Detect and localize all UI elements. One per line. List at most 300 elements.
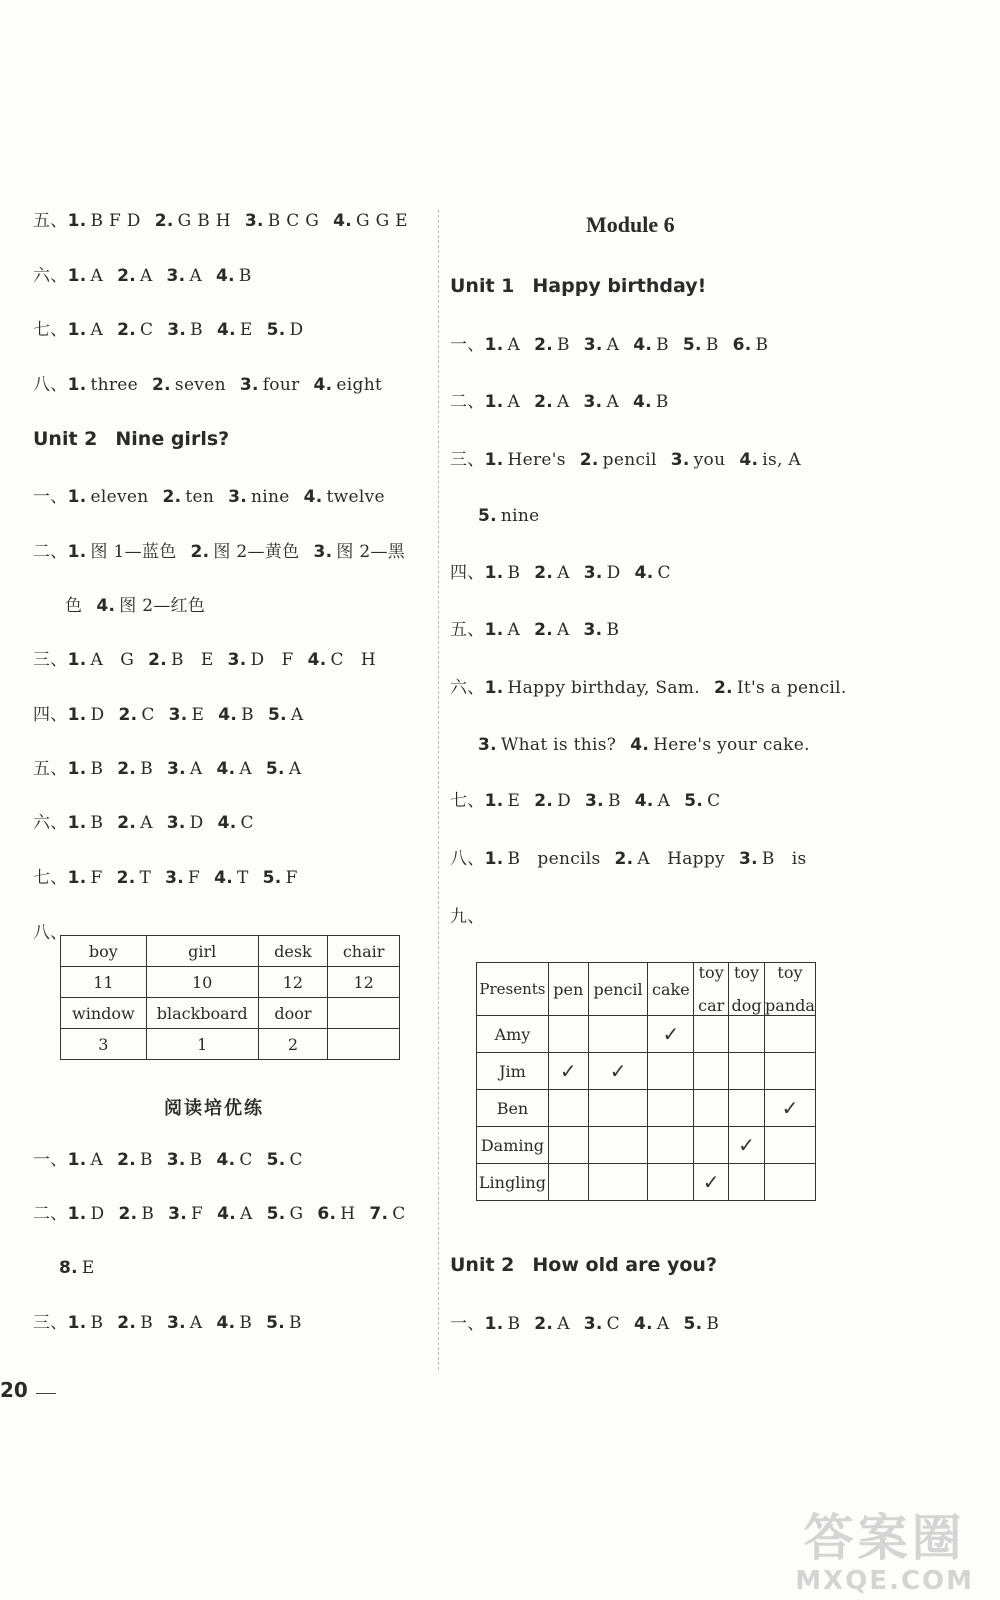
check-mark-icon: ✓	[609, 1059, 627, 1083]
table-cell: chair	[328, 936, 400, 967]
answer-text: B	[507, 1314, 521, 1334]
item-number: 3.	[738, 849, 758, 869]
item-number: 4.	[333, 211, 353, 231]
child-name: Daming	[477, 1127, 549, 1164]
item-number: 1.	[484, 849, 504, 869]
item-number: 4.	[96, 596, 116, 616]
answer-line	[61, 594, 205, 618]
item-number: 4.	[634, 563, 654, 583]
answer-text: C	[657, 563, 671, 583]
answer-line	[450, 789, 720, 813]
check-cell	[764, 1053, 815, 1090]
answer-line	[33, 866, 298, 890]
answer-text: four	[262, 375, 300, 395]
section-number: 一、	[33, 487, 68, 507]
answer-text: 图 2—红色	[119, 596, 206, 616]
item-number: 2.	[614, 849, 634, 869]
answer-text: D	[557, 791, 572, 811]
unit-label: Unit 2	[33, 428, 98, 450]
answer-text: A	[606, 392, 620, 412]
check-cell	[694, 1090, 729, 1127]
check-cell	[764, 1127, 815, 1164]
item-number: 2.	[713, 678, 733, 698]
check-mark-icon: ✓	[702, 1170, 720, 1194]
answer-text: A	[288, 759, 302, 779]
answer-text: A	[507, 335, 521, 355]
column-header: cake	[648, 963, 694, 1016]
item-number: 4.	[217, 1204, 237, 1224]
unit-title: Happy birthday!	[532, 275, 707, 297]
answer-text: B	[189, 1150, 203, 1170]
check-cell	[648, 1016, 694, 1053]
answer-text: A	[557, 563, 570, 583]
answer-text: C	[707, 791, 721, 811]
table-cell: 1	[146, 1029, 258, 1060]
check-mark-icon: ✓	[781, 1096, 799, 1120]
answer-text: nine	[251, 487, 290, 507]
section-number: 二、	[450, 392, 485, 412]
item-number: 6.	[732, 335, 752, 355]
item-number: 4.	[214, 868, 234, 888]
item-number: 2.	[162, 487, 182, 507]
column-header-bottom: car	[694, 987, 729, 1016]
answer-line	[450, 561, 671, 585]
item-number: 7.	[369, 1204, 389, 1224]
item-number: 5.	[267, 705, 287, 725]
check-cell	[764, 1164, 815, 1201]
table-cell: 3	[61, 1029, 147, 1060]
item-number: 1.	[484, 335, 504, 355]
answer-line	[450, 390, 669, 414]
answer-text: B	[238, 266, 252, 286]
answer-text: E	[81, 1258, 95, 1278]
answer-line	[450, 847, 807, 871]
check-mark-icon: ✓	[738, 1133, 755, 1157]
answer-text: F	[285, 868, 298, 888]
check-cell	[694, 1164, 729, 1201]
answer-text: T	[237, 868, 249, 888]
item-number: 1.	[67, 813, 87, 833]
answer-line	[59, 1256, 95, 1280]
section-number: 八、	[33, 375, 68, 395]
item-number: 4.	[216, 266, 235, 286]
answer-line	[478, 733, 810, 757]
check-cell	[694, 1127, 729, 1164]
answer-line	[450, 676, 847, 700]
answer-text: B	[140, 759, 153, 779]
answer-text: B	[139, 1150, 153, 1170]
answer-line	[33, 318, 303, 342]
item-number: 3.	[585, 791, 604, 811]
section-number: 七、	[33, 320, 68, 340]
item-number: 3.	[166, 266, 186, 286]
answer-text: Here's	[507, 450, 566, 470]
answer-text: three	[90, 375, 139, 395]
watermark-logo	[795, 1498, 974, 1596]
reading-practice-title: 阅读培优练	[164, 1098, 264, 1119]
item-number: 4.	[216, 1150, 236, 1170]
answer-text: A	[189, 759, 203, 779]
item-number: 3.	[166, 1150, 186, 1170]
table-cell: window	[61, 998, 147, 1029]
answer-text: C	[240, 813, 254, 833]
item-number: 1.	[484, 563, 504, 583]
item-number: 4.	[633, 335, 653, 355]
item-number: 2.	[534, 563, 554, 583]
unit2-heading-right	[450, 1254, 717, 1276]
check-cell	[548, 1090, 588, 1127]
item-number: 2.	[534, 1314, 554, 1334]
item-number: 1.	[67, 868, 87, 888]
check-cell	[729, 1090, 765, 1127]
item-number: 1.	[67, 1313, 87, 1333]
section-number: 四、	[33, 705, 68, 725]
check-mark-icon: ✓	[662, 1022, 680, 1046]
answer-text: B	[90, 1313, 104, 1333]
item-number: 6.	[317, 1204, 337, 1224]
check-cell	[548, 1164, 588, 1201]
answer-text: B	[141, 1204, 155, 1224]
unit-label: Unit 2	[450, 1254, 515, 1276]
item-number: 4.	[303, 487, 323, 507]
item-number: 2.	[117, 813, 137, 833]
presents-table	[476, 962, 816, 1201]
check-cell	[764, 1016, 815, 1053]
item-number: 2.	[534, 620, 553, 640]
section-number: 七、	[33, 868, 68, 888]
answer-text: C	[392, 1204, 406, 1224]
item-number: 5.	[478, 506, 497, 526]
item-number: 2.	[117, 759, 137, 779]
table-row	[61, 967, 400, 998]
answer-text: B pencils	[507, 849, 601, 869]
table-cell: 2	[258, 1029, 328, 1060]
column-header: pencil	[588, 963, 648, 1016]
item-number: 2.	[534, 335, 553, 355]
answer-text: B	[656, 335, 669, 355]
answer-text: 图 2—黑	[336, 542, 406, 562]
item-number: 3.	[227, 650, 247, 670]
answer-text: B E	[170, 650, 214, 670]
answer-text: It's a pencil.	[736, 678, 847, 698]
child-name: Jim	[477, 1053, 549, 1090]
item-number: 2.	[117, 266, 136, 286]
table-cell: 12	[328, 967, 400, 998]
section-number: 八、	[450, 849, 485, 869]
item-number: 5.	[266, 1150, 286, 1170]
item-number: 4.	[216, 759, 236, 779]
check-cell	[729, 1164, 765, 1201]
item-number: 4.	[633, 1314, 653, 1334]
item-number: 5.	[266, 320, 286, 340]
item-number: 2.	[190, 542, 210, 562]
answer-text: B	[140, 1313, 153, 1333]
answer-text: B	[241, 705, 254, 725]
answer-text: Happy birthday, Sam.	[507, 678, 700, 698]
section-number: 一、	[33, 1150, 68, 1170]
item-number: 3.	[583, 563, 603, 583]
answer-text: B F D	[90, 211, 141, 231]
item-number: 1.	[67, 487, 87, 507]
column-header-top: toy	[694, 963, 729, 988]
answer-text: A	[139, 266, 153, 286]
check-cell	[694, 1053, 729, 1090]
item-number: 2.	[116, 868, 136, 888]
check-cell	[648, 1127, 694, 1164]
answer-text: seven	[174, 375, 226, 395]
answer-line	[450, 448, 801, 472]
item-number: 5.	[265, 759, 285, 779]
answer-text: A	[240, 1204, 253, 1224]
answer-line	[33, 1202, 406, 1226]
column-header-top: toy	[764, 963, 815, 988]
check-cell	[588, 1164, 648, 1201]
column-divider	[438, 210, 439, 1370]
watermark-url: MXQE.COM	[795, 1566, 974, 1596]
answer-text: T	[139, 868, 152, 888]
answer-text: H	[340, 1204, 356, 1224]
item-number: 1.	[67, 705, 87, 725]
item-number: 3.	[166, 813, 186, 833]
unit-label: Unit 1	[450, 275, 515, 297]
answer-text: C	[139, 320, 154, 340]
answer-line	[33, 373, 382, 397]
item-number: 4.	[216, 320, 236, 340]
item-number: 3.	[228, 487, 248, 507]
answer-line	[450, 1312, 719, 1336]
answer-text: A	[140, 813, 153, 833]
answer-text: ten	[185, 487, 215, 507]
answer-text: D	[90, 1204, 105, 1224]
item-number: 5.	[262, 868, 282, 888]
column-header-bottom: dog	[729, 987, 765, 1016]
answer-text: pencil	[602, 450, 657, 470]
answer-text: A G	[90, 650, 135, 670]
item-number: 3.	[168, 705, 188, 725]
item-number: 3.	[167, 320, 187, 340]
item-number: 2.	[534, 791, 554, 811]
presents-header: Presents	[477, 963, 549, 1016]
answer-text: B	[655, 392, 669, 412]
section-number: 一、	[450, 1314, 485, 1334]
column-header-top: toy	[729, 963, 765, 988]
table-header-row	[477, 963, 816, 988]
item-number: 1.	[484, 620, 504, 640]
item-number: 2.	[152, 375, 171, 395]
answer-text: G B H	[177, 211, 231, 231]
item-number: 2.	[148, 650, 167, 670]
item-number: 4.	[630, 735, 650, 755]
item-number: 1.	[67, 1150, 87, 1170]
answer-text: A	[556, 620, 570, 640]
answer-text: you	[693, 450, 726, 470]
check-cell	[648, 1053, 694, 1090]
answer-text: B	[706, 1314, 720, 1334]
answer-text: nine	[500, 506, 540, 526]
item-number: 4.	[307, 650, 327, 670]
child-name: Amy	[477, 1016, 549, 1053]
section-number: 五、	[33, 759, 68, 779]
item-number: 3.	[583, 620, 603, 640]
item-number: 1.	[484, 678, 504, 698]
item-number: 1.	[484, 450, 504, 470]
item-number: 3.	[583, 335, 603, 355]
answer-text: C	[239, 1150, 253, 1170]
unit-title: Nine girls?	[115, 428, 230, 450]
item-number: 1.	[67, 542, 87, 562]
item-number: 3.	[313, 542, 333, 562]
table-cell: 11	[61, 967, 147, 998]
answer-text: B	[556, 335, 570, 355]
answer-line	[450, 333, 768, 357]
item-number: 2.	[117, 1313, 137, 1333]
item-number: 2.	[534, 392, 553, 412]
answer-text: B	[606, 620, 620, 640]
module-title: Module 6	[586, 212, 675, 237]
item-number: 5.	[266, 1313, 286, 1333]
answer-text: F	[90, 868, 103, 888]
item-number: 1.	[67, 650, 87, 670]
table-row	[61, 998, 400, 1029]
answer-text: A	[90, 1150, 104, 1170]
item-number: 2.	[579, 450, 599, 470]
table-row	[477, 1053, 816, 1090]
check-cell	[588, 1090, 648, 1127]
item-number: 1.	[67, 1204, 87, 1224]
answer-text: A	[606, 335, 620, 355]
child-name: Lingling	[477, 1164, 549, 1201]
answer-text: B	[90, 813, 104, 833]
item-number: 1.	[484, 791, 504, 811]
check-cell	[588, 1016, 648, 1053]
answer-text: B	[239, 1313, 253, 1333]
answer-text: B	[190, 320, 203, 340]
answer-line	[33, 1148, 303, 1172]
table-row	[477, 1164, 816, 1201]
check-cell	[694, 1016, 729, 1053]
item-number: 3.	[244, 211, 264, 231]
answer-text: A	[507, 392, 521, 412]
check-cell	[764, 1090, 815, 1127]
answer-text: A	[657, 791, 671, 811]
count-table	[60, 935, 400, 1060]
section-number: 五、	[33, 211, 68, 231]
answer-text: B	[755, 335, 769, 355]
table-cell: 10	[146, 967, 258, 998]
question-8-label: 八、	[33, 923, 68, 943]
check-cell	[548, 1016, 588, 1053]
question-9-label: 九、	[450, 907, 485, 927]
section-number: 六、	[450, 678, 485, 698]
answer-text: twelve	[326, 487, 385, 507]
item-number: 5.	[682, 335, 702, 355]
column-header: pen	[548, 963, 588, 1016]
table-row	[61, 936, 400, 967]
answer-line	[33, 264, 252, 288]
item-number: 3.	[478, 735, 497, 755]
answer-line	[33, 540, 405, 564]
check-cell	[548, 1127, 588, 1164]
item-number: 1.	[67, 266, 87, 286]
answer-text: A	[90, 320, 104, 340]
item-number: 2.	[117, 320, 136, 340]
answer-text: E	[239, 320, 253, 340]
answer-text: B	[289, 1313, 302, 1333]
section-number: 三、	[33, 650, 68, 670]
item-number: 2.	[118, 705, 138, 725]
section-number: 六、	[33, 266, 68, 286]
answer-text: D	[189, 813, 204, 833]
child-name: Ben	[477, 1090, 549, 1127]
section-number: 三、	[33, 1313, 68, 1333]
answer-line	[33, 485, 385, 509]
item-number: 3.	[583, 1314, 603, 1334]
table-cell	[328, 1029, 400, 1060]
answer-line	[33, 1311, 302, 1335]
item-number: 4.	[217, 813, 237, 833]
answer-text: B C G	[267, 211, 320, 231]
page-number-rule	[36, 1393, 56, 1394]
answer-text: F	[191, 1204, 204, 1224]
table-row	[477, 1090, 816, 1127]
answer-text: G G E	[356, 211, 408, 231]
answer-text: A	[557, 1314, 570, 1334]
answer-text: C H	[330, 650, 377, 670]
item-number: 5.	[684, 791, 704, 811]
answer-text: D	[90, 705, 105, 725]
item-number: 3.	[670, 450, 690, 470]
answer-text: Here's your cake.	[653, 735, 810, 755]
unit1-heading	[450, 275, 706, 297]
table-cell: 12	[258, 967, 328, 998]
item-number: 2.	[117, 1150, 136, 1170]
answer-text: A	[556, 392, 570, 412]
check-cell	[729, 1127, 765, 1164]
item-number: 1.	[484, 392, 504, 412]
item-number: 8.	[59, 1258, 78, 1278]
check-cell	[648, 1090, 694, 1127]
check-mark-icon: ✓	[559, 1059, 577, 1083]
check-cell	[588, 1053, 648, 1090]
table-cell: boy	[61, 936, 147, 967]
check-cell	[729, 1053, 765, 1090]
answer-line	[478, 504, 540, 528]
answer-text: B is	[761, 849, 807, 869]
item-number: 1.	[67, 320, 87, 340]
item-number: 1.	[67, 375, 87, 395]
watermark-text: 答案圈	[803, 1509, 966, 1567]
item-number: 1.	[67, 211, 87, 231]
answer-text: 图 2—黄色	[213, 542, 300, 562]
section-number: 二、	[33, 1204, 68, 1224]
check-cell	[648, 1164, 694, 1201]
answer-text: B	[507, 563, 521, 583]
answer-text: B	[607, 791, 621, 811]
unit2-heading	[33, 428, 229, 450]
item-number: 4.	[216, 1313, 236, 1333]
check-cell	[548, 1053, 588, 1090]
answer-text: C	[289, 1150, 303, 1170]
answer-text: A	[189, 266, 203, 286]
table-cell: desk	[258, 936, 328, 967]
table-row	[61, 1029, 400, 1060]
page-number: 20	[0, 1378, 28, 1402]
item-number: 1.	[67, 759, 87, 779]
table-cell	[328, 998, 400, 1029]
answer-text: A	[239, 759, 252, 779]
section-number: 七、	[450, 791, 485, 811]
answer-text: is, A	[762, 450, 801, 470]
